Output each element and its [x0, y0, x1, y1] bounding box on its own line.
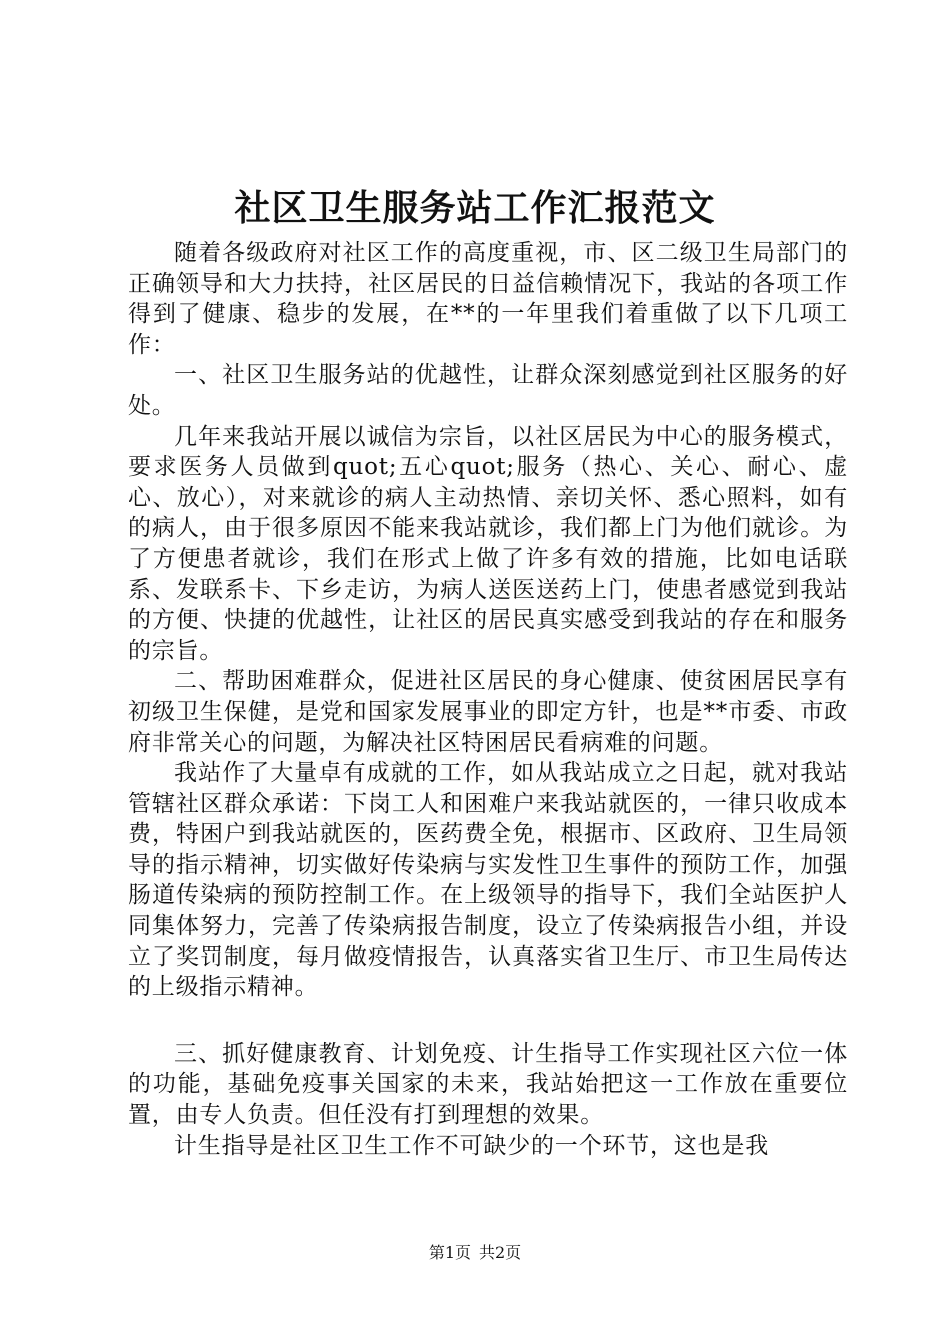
paragraph-achievements: 我站作了大量卓有成就的工作，如从我站成立之日起，就对我站管辖社区群众承诺：下岗工人和困难户来我站就医的，一律只收成本费，特困户到我站就医的，医药费全免，根据市、区政府、卫生局领导的指示精神，切实做好传染病与实发性卫生事件的预防工作，加强肠道传染病的预防控制工作。在上级领导的指导下，我们全站医护人同集体努力，完善了传染病报告制度，设立了传染病报告小组，并设立了奖罚制度，每月做疫情报告，认真落实省卫生厅、市卫生局传达的上级指示精神。 — [128, 760, 848, 1001]
paragraph-section-1-heading: 一、社区卫生服务站的优越性，让群众深刻感觉到社区服务的好处。 — [128, 362, 848, 419]
paragraph-intro: 随着各级政府对社区工作的高度重视，市、区二级卫生局部门的正确领导和大力扶持，社区居民的日益信赖情况下，我站的各项工作得到了健康、稳步的发展，在**的一年里我们着重做了以下几项工作： — [128, 240, 848, 358]
page-total: 共2页 — [479, 1243, 522, 1262]
paragraph-service-model: 几年来我站开展以诚信为宗旨，以社区居民为中心的服务模式，要求医务人员做到quot;五心quot;服务（热心、关心、耐心、虚心、放心），对来就诊的病人主动热情、亲切关怀、悉心照料，如有的病人，由于很多原因不能来我站就诊，我们都上门为他们就诊。为了方便患者就诊，我们在形式上做了许多有效的措施，比如电话联系、发联系卡、下乡走访，为病人送医送药上门，使患者感觉到我站的方便、快捷的优越性，让社区的居民真实感受到我站的存在和服务的宗旨。 — [128, 423, 848, 664]
paragraph-spacer — [128, 1003, 848, 1039]
document-title: 社区卫生服务站工作汇报范文 — [234, 187, 716, 229]
paragraph-family-planning: 计生指导是社区卫生工作不可缺少的一个环节，这也是我 — [174, 1132, 769, 1159]
document-body — [128, 238, 848, 1161]
page-footer — [0, 1242, 950, 1264]
page-number: 第1页 — [428, 1243, 471, 1262]
paragraph-section-3-heading: 三、抓好健康教育、计划免疫、计生指导工作实现社区六位一体的功能，基础免疫事关国家的未来，我站始把这一工作放在重要位置，由专人负责。但任没有打到理想的效果。 — [128, 1040, 848, 1129]
paragraph-section-2-heading: 二、帮助困难群众，促进社区居民的身心健康、使贫困居民享有初级卫生保健，是党和国家发展事业的即定方针，也是**市委、市政府非常关心的问题，为解决社区特困居民看病难的问题。 — [128, 668, 848, 756]
